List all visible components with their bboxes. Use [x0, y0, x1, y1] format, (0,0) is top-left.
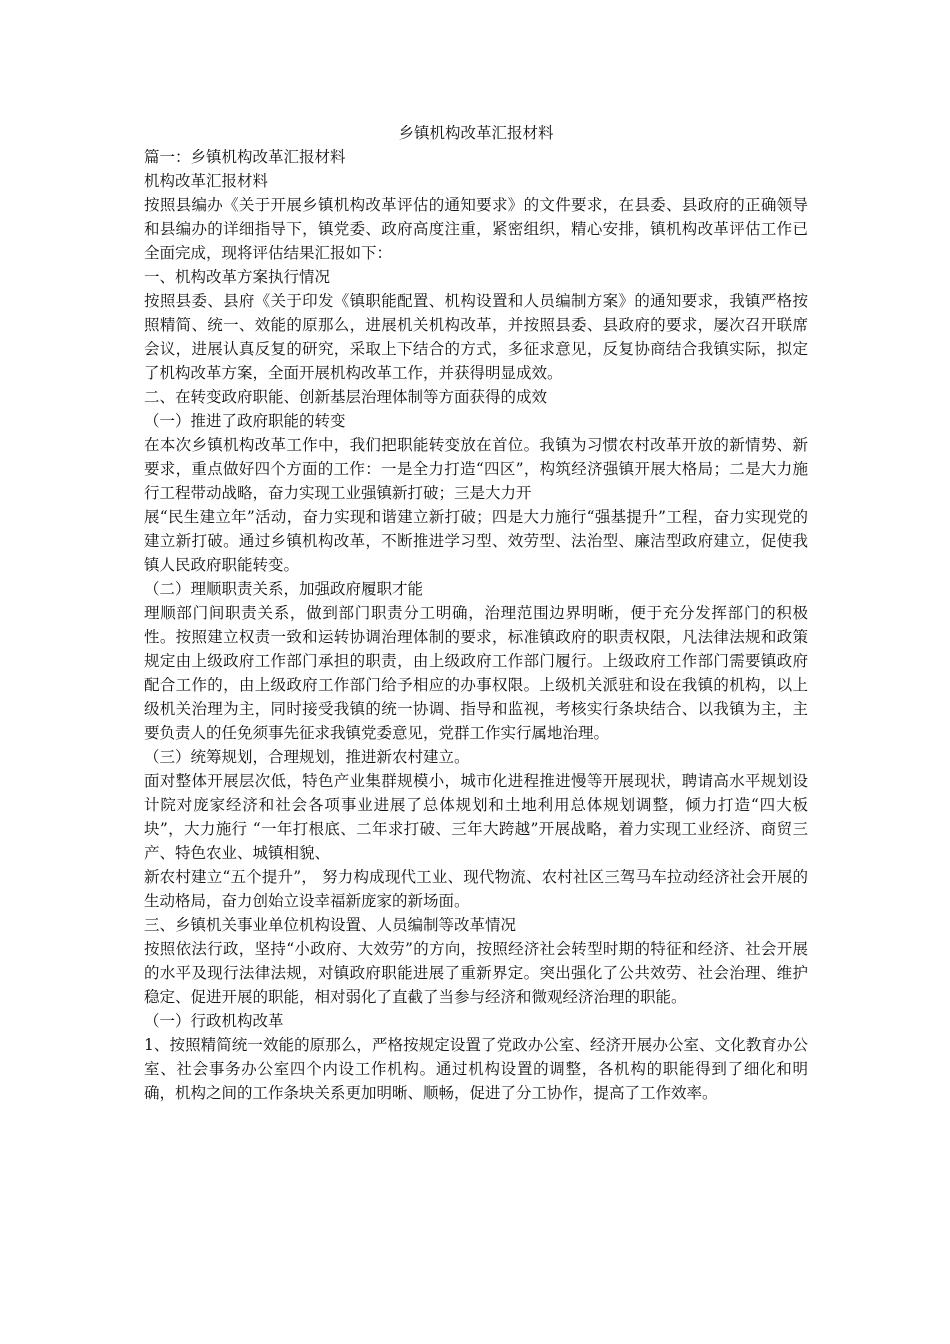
document-title: 乡镇机构改革汇报材料 [398, 124, 554, 142]
section-heading: 三、乡镇机关事业单位机构设置、人员编制等改革情况 [144, 916, 517, 934]
section-heading: 二、在转变政府职能、创新基层治理体制等方面获得的成效 [144, 388, 548, 406]
document-blocks [144, 145, 808, 1105]
section-heading: 机构改革汇报材料 [144, 172, 269, 190]
section-heading: 一、机构改革方案执行情况 [144, 268, 331, 286]
paragraph: 按照依法行政，坚持“小政府、大效劳”的方向，按照经济社会转型时期的特征和经济、社会开展的水平及现行法律法规，对镇政府职能进展了重新界定。突出强化了公共效劳、社会治理、维护稳定、促进开展的职能，相对弱化了直截了当参与经济和微观经济治理的职能。 [144, 940, 808, 1006]
paragraph: 面对整体开展层次低，特色产业集群规模小，城市化进程推进慢等开展现状，聘请高水平规划设计院对庞家经济和社会各项事业进展了总体规划和土地利用总体规划调整，倾力打造“四大板块”，大力施行 “一年打根底、二年求打破、三年大跨越”开展战略，着力实现工业经济、商贸三产、特色农业、城镇相貌、 [144, 772, 808, 862]
subsection-heading: （一）推进了政府职能的转变 [144, 412, 346, 430]
subsection-heading: （一）行政机构改革 [144, 1012, 284, 1030]
paragraph: 按照县委、县府《关于印发《镇职能配置、机构设置和人员编制方案》的通知要求，我镇严格按照精简、统一、效能的原那么，进展机关机构改革，并按照县委、县政府的要求，屡次召开联席会议，进展认真反复的研究，采取上下结合的方式，多征求意见，反复协商结合我镇实际，拟定了机构改革方案，全面开展机构改革工作，并获得明显成效。 [144, 292, 808, 382]
paragraph: 在本次乡镇机构改革工作中，我们把职能转变放在首位。我镇为习惯农村改革开放的新情势、新要求，重点做好四个方面的工作：一是全力打造“四区”，构筑经济强镇开展大格局；二是大力施行工程带动战略，奋力实现工业强镇新打破；三是大力开 [144, 436, 808, 502]
subsection-heading: （二）理顺职责关系，加强政府履职才能 [144, 580, 424, 598]
document-body [144, 121, 808, 1105]
subsection-heading: （三）统筹规划，合理规划，推进新农村建立。 [144, 748, 470, 766]
paragraph: 按照县编办《关于开展乡镇机构改革评估的通知要求》的文件要求，在县委、县政府的正确领导和县编办的详细指导下，镇党委、政府高度注重，紧密组织，精心安排，镇机构改革评估工作已全面完成，现将评估结果汇报如下： [144, 196, 808, 262]
paragraph: 新农村建立“五个提升”， 努力构成现代工业、现代物流、农村社区三驾马车拉动经济社会开展的生动格局，奋力创始立设幸福新庞家的新场面。 [144, 868, 808, 910]
paragraph: 展“民生建立年”活动，奋力实现和谐建立新打破；四是大力施行“强基提升”工程，奋力实现党的建立新打破。通过乡镇机构改革，不断推进学习型、效劳型、法治型、廉洁型政府建立，促使我镇人民政府职能转变。 [144, 508, 808, 574]
paragraph: 1、按照精简统一效能的原那么，严格按规定设置了党政办公室、经济开展办公室、文化教育办公室、社会事务办公室四个内设工作机构。通过机构设置的调整，各机构的职能得到了细化和明确，机构之间的工作条块关系更加明晰、顺畅，促进了分工协作，提高了工作效率。 [144, 1036, 808, 1102]
paragraph: 理顺部门间职责关系，做到部门职责分工明确，治理范围边界明晰，便于充分发挥部门的积极性。按照建立权责一致和运转协调治理体制的要求，标准镇政府的职责权限，凡法律法规和政策规定由上级政府工作部门承担的职责，由上级政府工作部门履行。上级政府工作部门需要镇政府配合工作的，由上级政府工作部门给予相应的办事权限。上级机关派驻和设在我镇的机构，以上级机关治理为主，同时接受我镇的统一协调、指导和监视，考核实行条块结合、以我镇为主，主要负责人的任免须事先征求我镇党委意见，党群工作实行属地治理。 [144, 604, 808, 742]
section-heading: 篇一：乡镇机构改革汇报材料 [144, 148, 346, 166]
